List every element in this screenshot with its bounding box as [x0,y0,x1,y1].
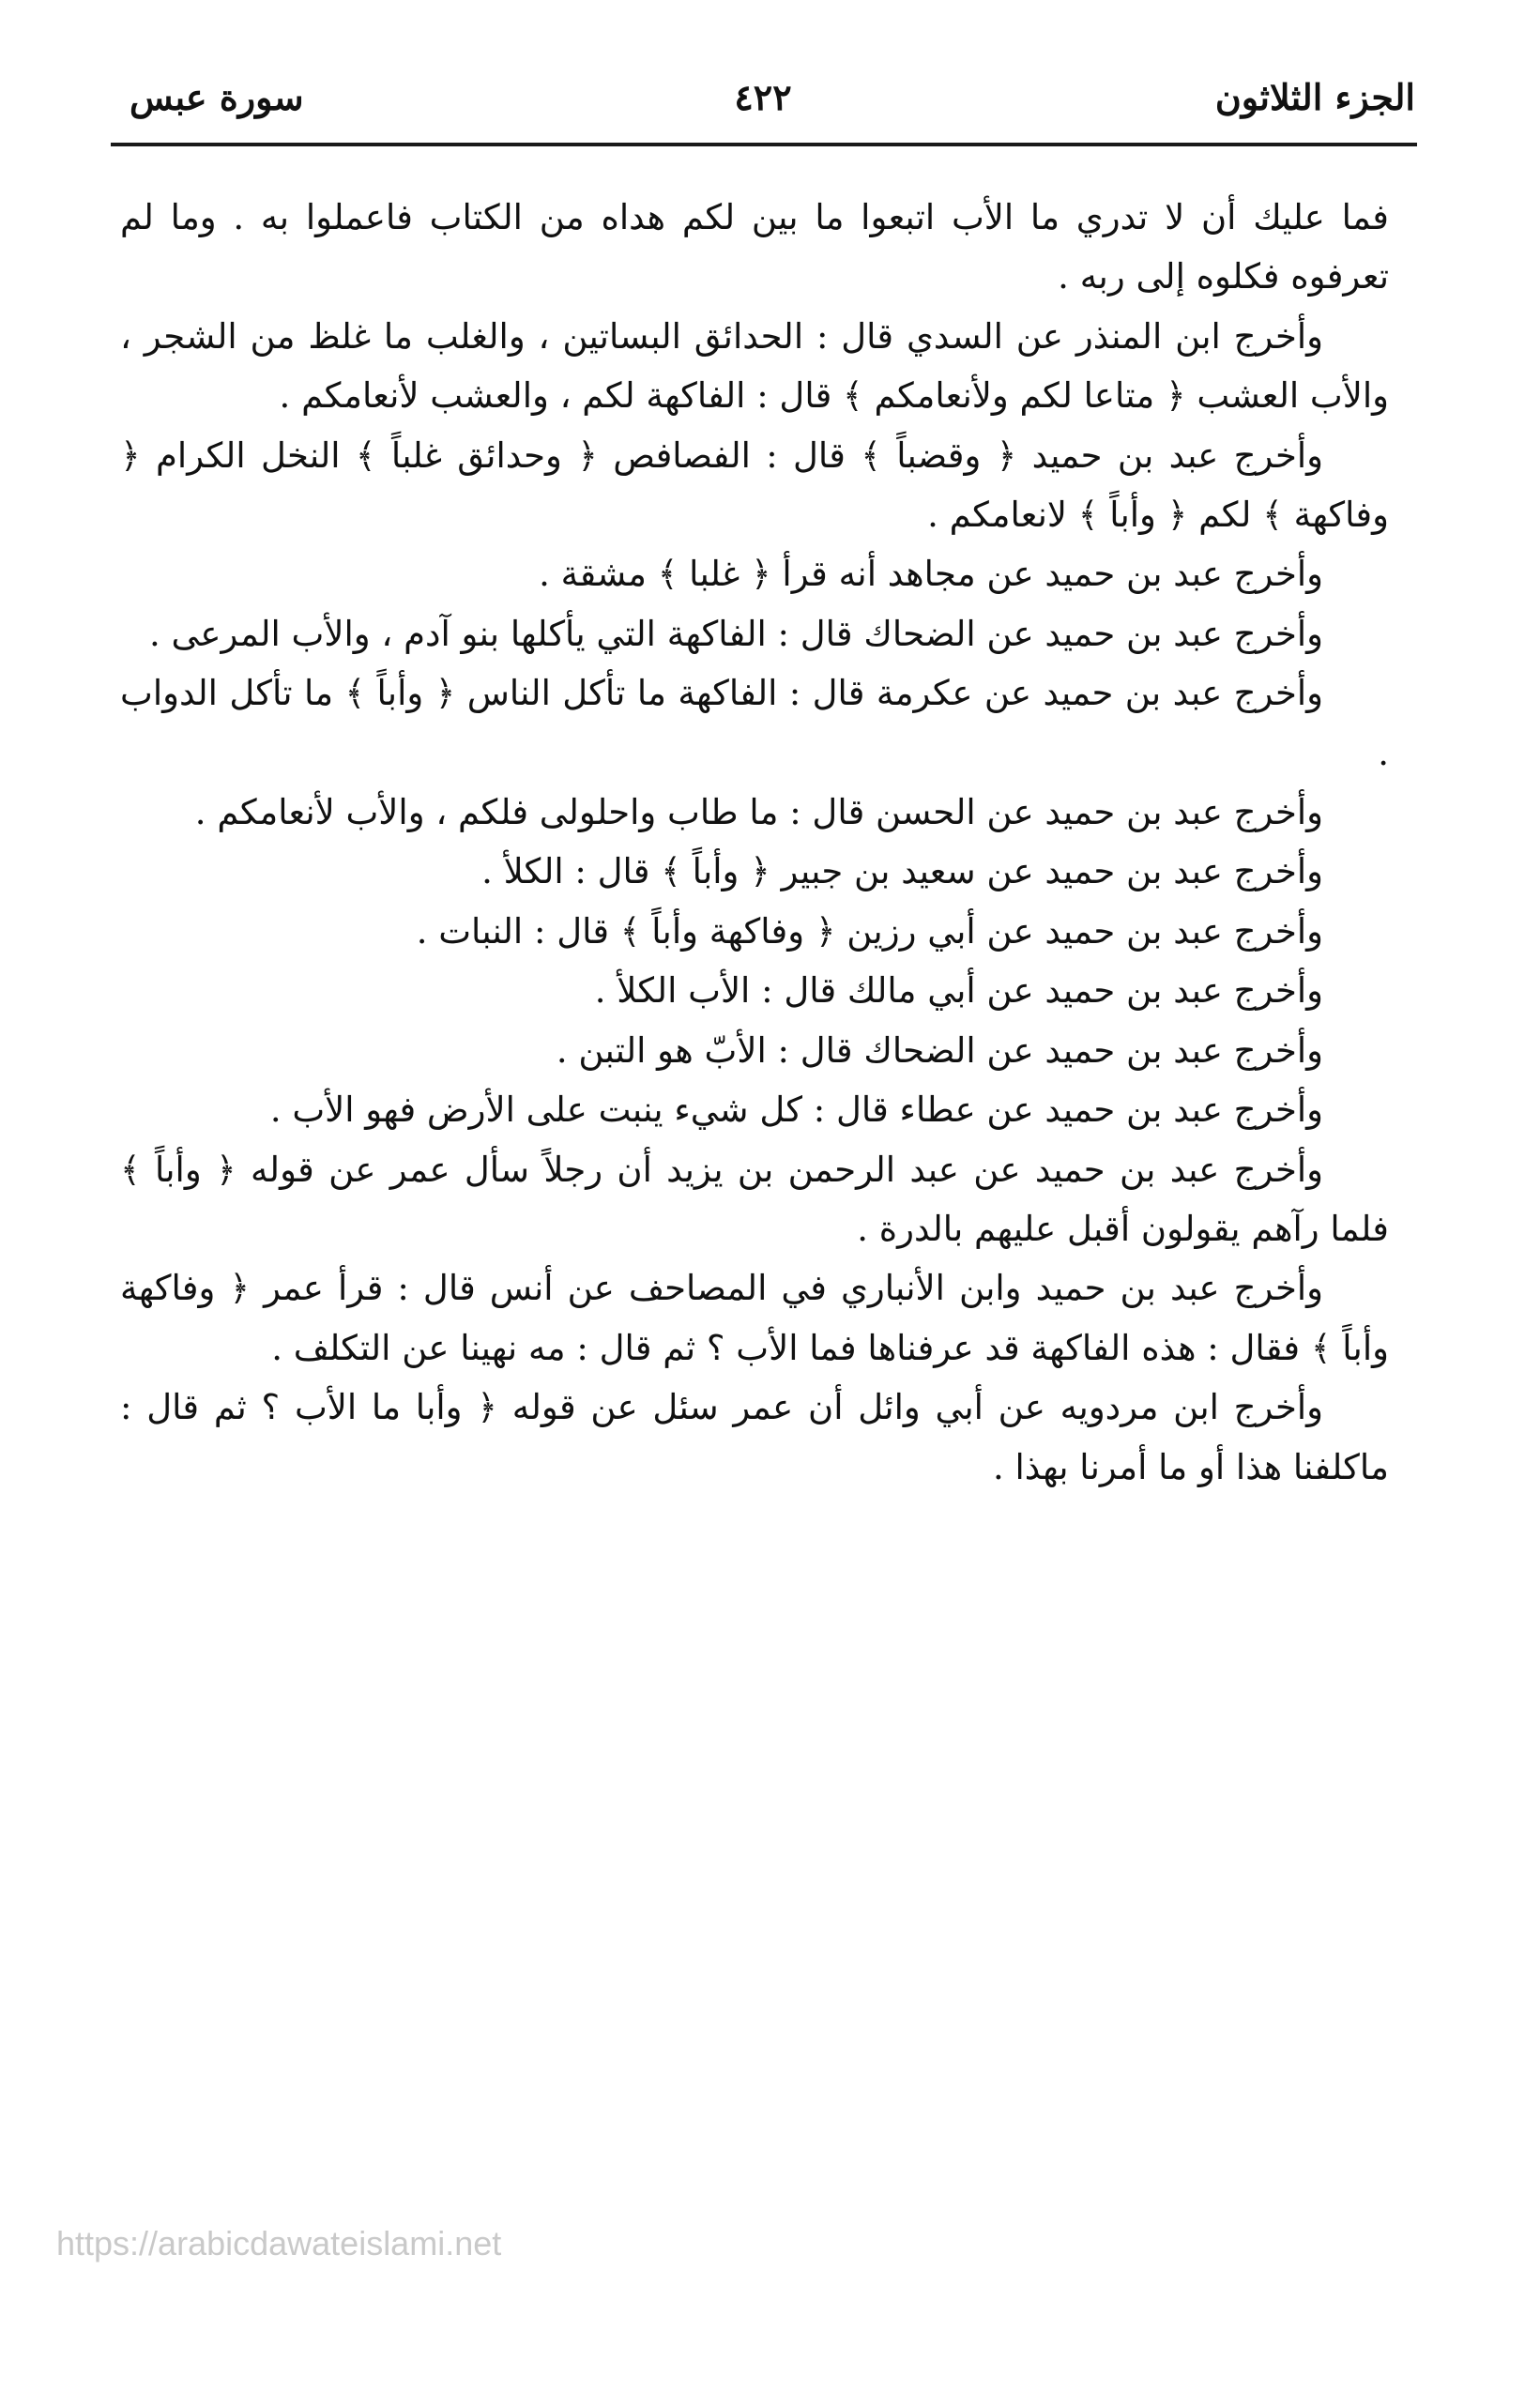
paragraph-14: وأخرج عبد بن حميد وابن الأنباري في المصاحف عن أنس قال : قرأ عمر ﴿ وفاكهة وأباً ﴾ فقال : هذه الفاكهة قد عرفناها فما الأب ؟ ثم قال : مه نهينا عن التكلف . [120,1268,1389,1368]
page-body [120,188,1389,1497]
paragraph-4: وأخرج عبد بن حميد عن مجاهد أنه قرأ ﴿ غلبا ﴾ مشقة . [539,554,1323,595]
paragraph-8: وأخرج عبد بن حميد عن سعيد بن جبير ﴿ وأباً ﴾ قال : الكلأ . [481,851,1323,892]
paragraph-2: وأخرج ابن المنذر عن السدي قال : الحدائق البساتين ، والغلب ما غلظ من الشجر ، والأب العشب ﴿ متاعا لكم ولأنعامكم ﴾ قال : الفاكهة لكم ، والعشب لأنعامكم . [120,315,1389,417]
paragraph-12: وأخرج عبد بن حميد عن عطاء قال : كل شيء ينبت على الأرض فهو الأب . [269,1089,1323,1131]
part-title: الجزء الثلاثون [1214,76,1415,118]
page-number: ٤٢٢ [734,76,792,118]
paragraph-3: وأخرج عبد بن حميد ﴿ وقضباً ﴾ قال : الفصافص ﴿ وحدائق غلباً ﴾ النخل الكرام ﴿ وفاكهة ﴾ لكم ﴿ وأباً ﴾ لانعامكم . [120,434,1389,536]
surah-title: سورة عبس [130,76,304,118]
page-header [111,58,1415,137]
paragraph-9: وأخرج عبد بن حميد عن أبي رزين ﴿ وفاكهة وأباً ﴾ قال : النبات . [416,910,1323,952]
paragraph-7: وأخرج عبد بن حميد عن الحسن قال : ما طاب واحلولى فلكم ، والأب لأنعامكم . [194,792,1323,833]
paragraph-13: وأخرج عبد بن حميد عن عبد الرحمن بن يزيد أن رجلاً سأل عمر عن قوله ﴿ وأباً ﴾ فلما رآهم يقولون أقبل عليهم بالدرة . [120,1149,1389,1249]
paragraph-15: وأخرج ابن مردويه عن أبي وائل أن عمر سئل عن قوله ﴿ وأبا ما الأب ؟ ثم قال : ماكلفنا هذا أو ما أمرنا بهذا . [120,1387,1389,1487]
paragraph-1: فما عليك أن لا تدري ما الأب اتبعوا ما بين لكم هداه من الكتاب فاعملوا به . وما لم تعرفوه فكلوه إلى ربه . [120,197,1389,297]
paragraph-5: وأخرج عبد بن حميد عن الضحاك قال : الفاكهة التي يأكلها بنو آدم ، والأب المرعى . [149,613,1323,654]
paragraph-6: وأخرج عبد بن حميد عن عكرمة قال : الفاكهة ما تأكل الناس ﴿ وأباً ﴾ ما تأكل الدواب . [120,673,1389,773]
paragraph-11: وأخرج عبد بن حميد عن الضحاك قال : الأبّ هو التبن . [556,1029,1323,1071]
header-divider [111,143,1417,146]
source-watermark: https://arabicdawateislami.net [56,2224,502,2262]
paragraph-10: وأخرج عبد بن حميد عن أبي مالك قال : الأب الكلأ . [594,970,1323,1012]
